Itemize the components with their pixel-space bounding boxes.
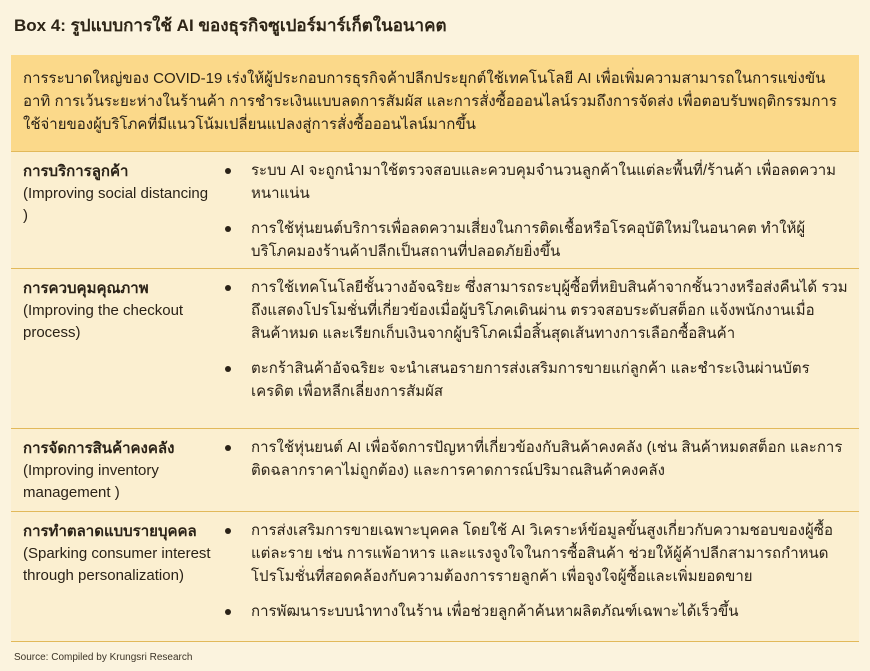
list-item	[225, 159, 849, 205]
bullet-icon	[225, 168, 231, 174]
list-item	[225, 217, 849, 263]
bullet-text: การส่งเสริมการขายเฉพาะบุคคล โดยใช้ AI วิเคราะห์ข้อมูลขั้นสูงเกี่ยวกับความชอบของผู้ซื้อแต่ละราย เช่น การแพ้อาหาร และแรงจูงใจในการซื้อสินค้า ช่วยให้ผู้ค้าปลีกสามารถกำหนดโปรโมชั่นที่สอดคล้องกับความต้องการรายลูกค้า เพื่อจูงใจผู้ซื้อและเพิ่มยอดขาย	[251, 522, 833, 585]
row-label-thai: การบริการลูกค้า	[23, 163, 129, 180]
intro-paragraph: การระบาดใหญ่ของ COVID-19 เร่งให้ผู้ประกอบการธุรกิจค้าปลีกประยุกต์ใช้เทคโนโลยี AI เพื่อเพิ่มความสามารถในการแข่งขัน อาทิ การเว้นระยะห่างในร้านค้า การชำระเงินแบบลดการสัมผัส และการสั่งซื้อออนไลน์รวมถึงการจัดส่ง เพื่อตอบรับพฤติกรรมการใช้จ่ายของผู้บริโภคที่มีแนวโน้มเปลี่ยนแปลงสู่การสั่งซื้อออนไลน์มากขึ้น	[11, 55, 859, 151]
row-label	[23, 161, 213, 227]
page-title: Box 4: รูปแบบการใช้ AI ของธุรกิจซูเปอร์มาร์เก็ตในอนาคต	[14, 16, 447, 35]
row-label-thai: การทำตลาดแบบรายบุคคล	[23, 523, 197, 540]
row-label-thai: การควบคุมคุณภาพ	[23, 280, 149, 297]
bullet-list	[225, 276, 849, 415]
bullet-text: การใช้เทคโนโลยีชั้นวางอัจฉริยะ ซึ่งสามารถระบุผู้ซื้อที่หยิบสินค้าจากชั้นวางหรือส่งคืนได้ รวมถึงแสดงโปรโมชั่นที่เกี่ยวข้องเมื่อผู้บริโภคเดินผ่าน ตรวจสอบระดับสต็อก แจ้งพนักงานเมื่อสินค้าหมด และเรียกเก็บเงินจากผู้บริโภคเมื่อสิ้นสุดเส้นทางการเลือกซื้อสินค้า	[251, 279, 848, 342]
bullet-icon	[225, 445, 231, 451]
list-item	[225, 519, 849, 588]
table-row	[11, 268, 859, 429]
bullet-list	[225, 519, 849, 635]
bullet-text: การใช้หุ่นยนต์ AI เพื่อจัดการปัญหาที่เกี่ยวข้องกับสินค้าคงคลัง (เช่น สินค้าหมดสต็อก และการติดฉลากราคาไม่ถูกต้อง) และการคาดการณ์ปริมาณสินค้าคงคลัง	[251, 439, 843, 479]
bullet-icon	[225, 609, 231, 615]
bullet-text: ระบบ AI จะถูกนำมาใช้ตรวจสอบและควบคุมจำนวนลูกค้าในแต่ละพื้นที่/ร้านค้า เพื่อลดความหนาแน่น	[251, 162, 837, 202]
table-row	[11, 428, 859, 512]
bullet-list	[225, 436, 849, 494]
bullet-text: การใช้หุ่นยนต์บริการเพื่อลดความเสี่ยงในการติดเชื้อหรือโรคอุบัติใหม่ในอนาคต ทำให้ผู้บริโภคมองร้านค้าปลีกเป็นสถานที่ปลอดภัยยิ่งขึ้น	[251, 220, 806, 260]
bullet-icon	[225, 528, 231, 534]
table-row	[11, 511, 859, 642]
bullet-list	[225, 159, 849, 275]
row-label-english: (Sparking consumer interest through personalization)	[23, 545, 211, 584]
table-row	[11, 151, 859, 269]
bullet-text: ตะกร้าสินค้าอัจฉริยะ จะนำเสนอรายการส่งเสริมการขายแก่ลูกค้า และชำระเงินผ่านบัตรเครดิต เพื่อหลีกเลี่ยงการสัมผัส	[251, 360, 810, 400]
bullet-icon	[225, 366, 231, 372]
row-label	[23, 438, 213, 504]
source-note: Source: Compiled by Krungsri Research	[14, 652, 193, 663]
list-item	[225, 436, 849, 482]
row-label	[23, 278, 213, 344]
list-item	[225, 600, 849, 623]
list-item	[225, 357, 849, 403]
row-label-english: (Improving the checkout process)	[23, 302, 184, 341]
bullet-icon	[225, 285, 231, 291]
row-label-english: (Improving inventory management )	[23, 462, 159, 501]
row-label	[23, 521, 213, 587]
bottom-divider	[11, 641, 859, 642]
bullet-text: การพัฒนาระบบนำทางในร้าน เพื่อช่วยลูกค้าค้นหาผลิตภัณฑ์เฉพาะได้เร็วขึ้น	[251, 603, 739, 620]
list-item	[225, 276, 849, 345]
row-label-thai: การจัดการสินค้าคงคลัง	[23, 440, 175, 457]
content-panel	[11, 55, 859, 641]
row-label-english: (Improving social distancing )	[23, 185, 209, 224]
bullet-icon	[225, 226, 231, 232]
